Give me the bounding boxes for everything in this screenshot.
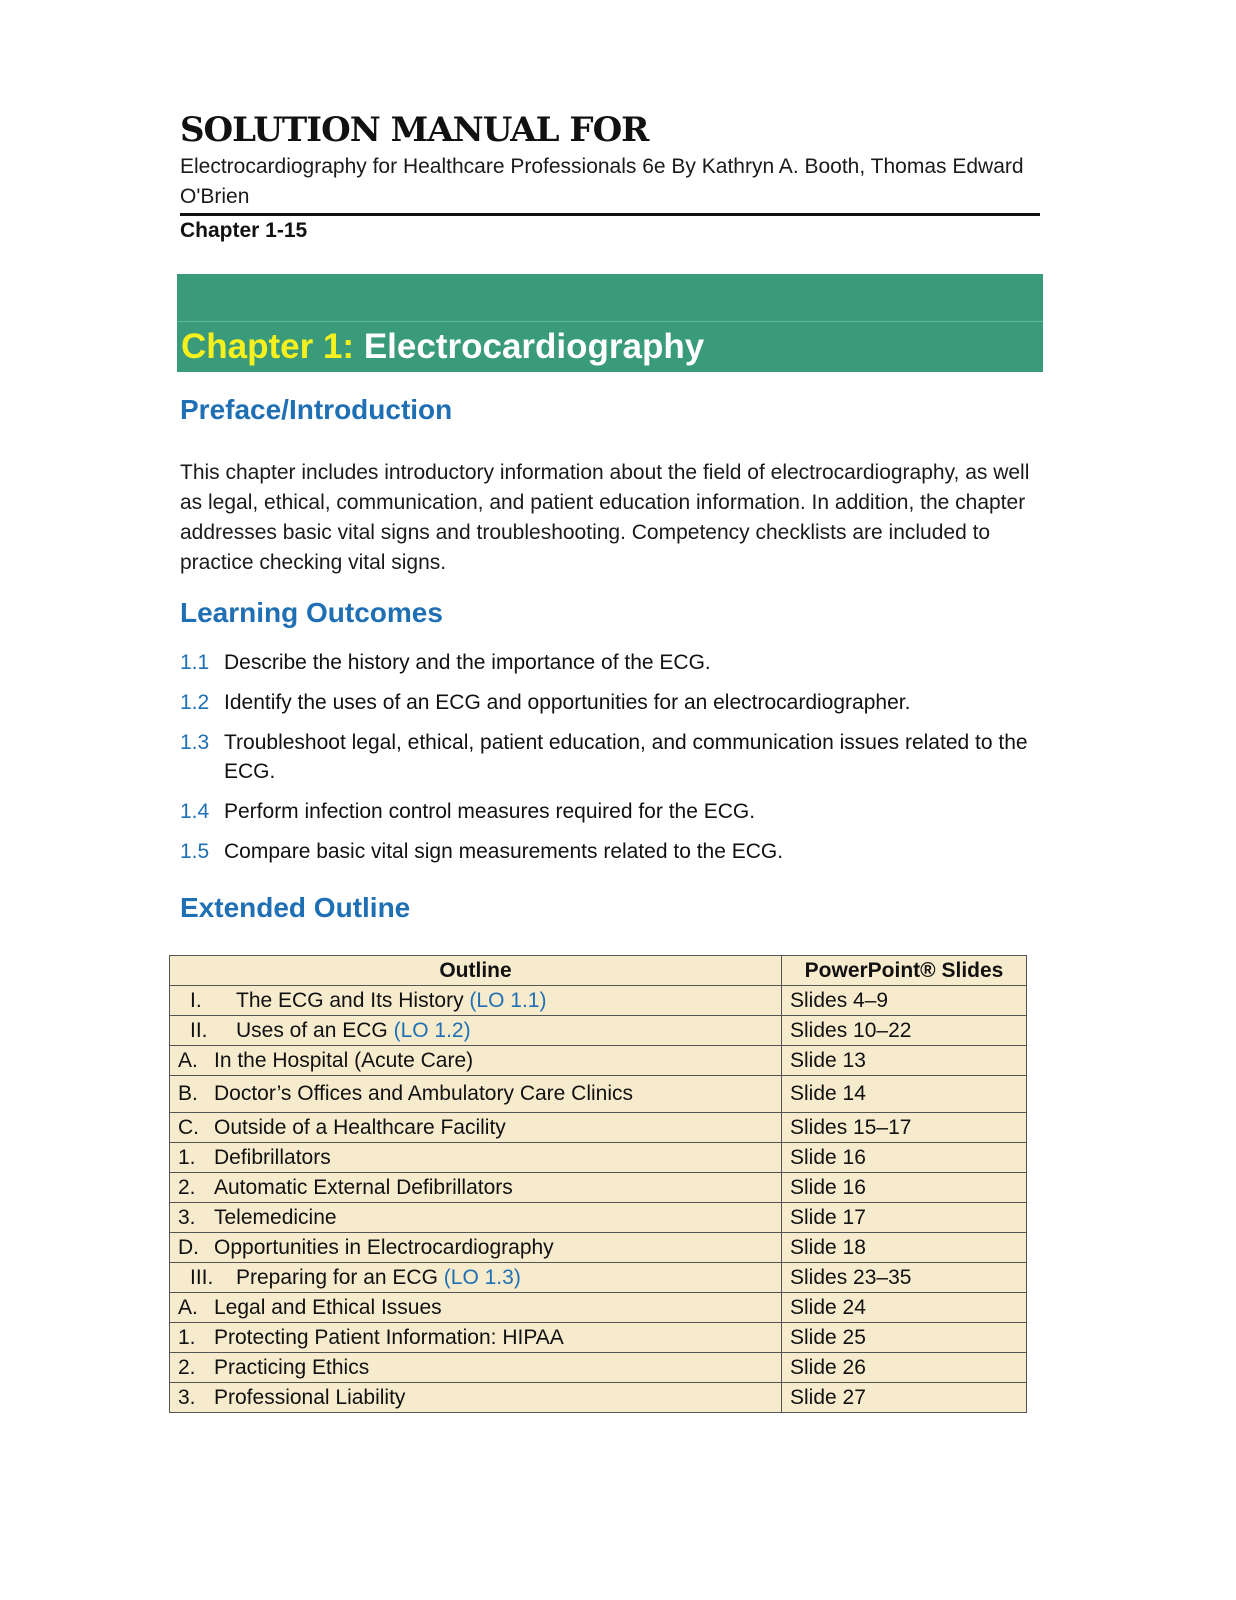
document-title: SOLUTION MANUAL FOR [180, 110, 649, 150]
outline-marker: 2. [178, 1356, 196, 1379]
outcome-number: 1.4 [180, 800, 210, 823]
header-divider [180, 213, 1040, 216]
outline-cell [170, 1173, 782, 1203]
slides-cell: Slide 13 [782, 1046, 1027, 1076]
slides-cell: Slide 16 [782, 1143, 1027, 1173]
slides-column-header: PowerPoint® Slides [782, 956, 1027, 986]
table-row [170, 1016, 1027, 1046]
learning-outcome-ref: (LO 1.3) [443, 1266, 521, 1289]
outline-marker: 1. [178, 1146, 196, 1169]
table-row [170, 986, 1027, 1016]
outline-cell [170, 1293, 782, 1323]
outline-marker: B. [178, 1082, 198, 1105]
outline-cell [170, 1143, 782, 1173]
outline-marker: I. [190, 989, 202, 1012]
slides-cell: Slide 24 [782, 1293, 1027, 1323]
outline-cell [170, 1233, 782, 1263]
table-row [170, 1383, 1027, 1413]
outline-marker: C. [178, 1116, 199, 1139]
outcome-number: 1.1 [180, 651, 210, 674]
slides-cell: Slides 23–35 [782, 1263, 1027, 1293]
outline-heading: Extended Outline [180, 892, 411, 923]
outcome-number: 1.3 [180, 731, 210, 754]
outline-marker: D. [178, 1236, 199, 1259]
outline-cell [170, 1016, 782, 1046]
outline-cell [170, 986, 782, 1016]
outcome-number: 1.5 [180, 840, 210, 863]
outline-marker: 3. [178, 1206, 196, 1229]
outline-text: Professional Liability [214, 1386, 406, 1409]
outcome-text: Troubleshoot legal, ethical, patient education, and communication issues related to the ECG. [224, 731, 1028, 783]
slides-cell: Slides 15–17 [782, 1113, 1027, 1143]
outline-cell [170, 1046, 782, 1076]
outline-marker: II. [190, 1019, 208, 1042]
outline-marker: 3. [178, 1386, 196, 1409]
outline-text: Preparing for an ECG [236, 1266, 438, 1289]
outline-text: Telemedicine [214, 1206, 337, 1229]
outline-text: Outside of a Healthcare Facility [214, 1116, 506, 1139]
table-header-row [170, 956, 1027, 986]
outline-cell [170, 1383, 782, 1413]
outcome-number: 1.2 [180, 691, 210, 714]
outline-text: In the Hospital (Acute Care) [214, 1049, 474, 1072]
outline-text: Protecting Patient Information: HIPAA [214, 1326, 564, 1349]
outline-marker: 1. [178, 1326, 196, 1349]
outcome-text: Identify the uses of an ECG and opportunities for an electrocardiographer. [224, 691, 911, 714]
outcome-item [180, 837, 1050, 866]
outcomes-heading: Learning Outcomes [180, 597, 443, 628]
outline-cell [170, 1353, 782, 1383]
outline-text: The ECG and Its History [236, 989, 464, 1012]
outline-text: Uses of an ECG [236, 1019, 388, 1042]
outline-marker: III. [190, 1266, 214, 1289]
slides-cell: Slides 4–9 [782, 986, 1027, 1016]
chapter-heading [181, 324, 704, 370]
outline-cell [170, 1076, 782, 1113]
table-row [170, 1323, 1027, 1353]
outline-table [169, 955, 1027, 1413]
outline-cell [170, 1323, 782, 1353]
outline-text: Defibrillators [214, 1146, 331, 1169]
chapter-label: Chapter 1: [181, 327, 355, 366]
outline-column-header: Outline [170, 956, 782, 986]
outline-marker: A. [178, 1049, 198, 1072]
table-row [170, 1143, 1027, 1173]
chapter-range: Chapter 1-15 [180, 219, 308, 242]
table-row [170, 1263, 1027, 1293]
learning-outcome-ref: (LO 1.2) [393, 1019, 471, 1042]
preface-heading: Preface/Introduction [180, 394, 453, 425]
outline-text: Doctor’s Offices and Ambulatory Care Clinics [214, 1082, 634, 1105]
outline-text: Opportunities in Electrocardiography [214, 1236, 554, 1259]
outline-cell [170, 1203, 782, 1233]
table-row [170, 1293, 1027, 1323]
outline-marker: 2. [178, 1176, 196, 1199]
banner-divider [177, 321, 1043, 322]
outcome-text: Perform infection control measures required for the ECG. [224, 800, 756, 823]
table-row [170, 1046, 1027, 1076]
outcome-text: Compare basic vital sign measurements related to the ECG. [224, 840, 784, 863]
outcome-item [180, 648, 1050, 677]
slides-cell: Slide 26 [782, 1353, 1027, 1383]
outline-text: Legal and Ethical Issues [214, 1296, 442, 1319]
table-row [170, 1173, 1027, 1203]
outline-text: Automatic External Defibrillators [214, 1176, 513, 1199]
slides-cell: Slide 14 [782, 1076, 1027, 1113]
outline-cell [170, 1113, 782, 1143]
slides-cell: Slide 16 [782, 1173, 1027, 1203]
table-row [170, 1233, 1027, 1263]
outline-marker: A. [178, 1296, 198, 1319]
slides-cell: Slide 27 [782, 1383, 1027, 1413]
preface-body: This chapter includes introductory information about the field of electrocardiography, as well as legal, ethical, communication, and patient education information. In addition, the chapter addresses basic vital signs and troubleshooting. Competency checklists are included to practice checking vital signs. [180, 461, 1030, 574]
outline-text: Practicing Ethics [214, 1356, 370, 1379]
slides-cell: Slide 17 [782, 1203, 1027, 1233]
outcome-text: Describe the history and the importance of the ECG. [224, 651, 711, 674]
outcome-item [180, 688, 1050, 717]
outcome-item [180, 797, 1050, 826]
table-row [170, 1203, 1027, 1233]
table-row [170, 1353, 1027, 1383]
table-row [170, 1076, 1027, 1113]
chapter-banner [177, 274, 1043, 372]
slides-cell: Slide 25 [782, 1323, 1027, 1353]
learning-outcome-ref: (LO 1.1) [469, 989, 547, 1012]
table-row [170, 1113, 1027, 1143]
slides-cell: Slides 10–22 [782, 1016, 1027, 1046]
outline-cell [170, 1263, 782, 1293]
outcome-item [180, 728, 1050, 786]
slides-cell: Slide 18 [782, 1233, 1027, 1263]
document-subtitle: Electrocardiography for Healthcare Professionals 6e By Kathryn A. Booth, Thomas Edward O'Brien [180, 155, 1024, 208]
outcomes-list [180, 648, 1050, 877]
chapter-name: Electrocardiography [363, 327, 705, 366]
